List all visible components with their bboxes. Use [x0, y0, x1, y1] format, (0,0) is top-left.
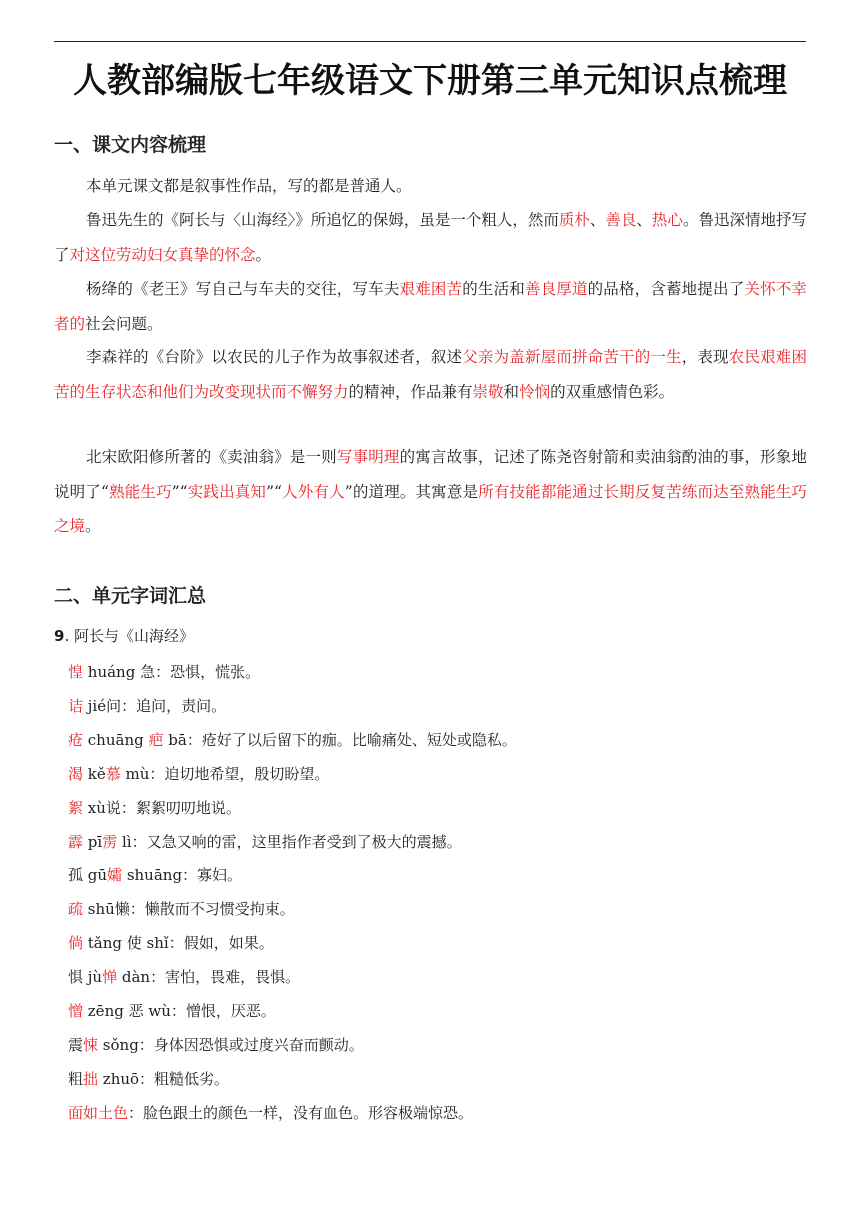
- text-run: sǒng：身体因恐惧或过度兴奋而颤动。: [98, 1035, 364, 1054]
- text-run: ”“: [171, 482, 188, 501]
- lesson-number: 9: [54, 627, 65, 645]
- highlighted-text: 渴: [68, 764, 84, 783]
- highlighted-text: 雳: [102, 832, 118, 851]
- highlighted-text: 憎: [68, 1002, 84, 1021]
- text-run: 。: [255, 245, 272, 264]
- text-run: 社会问题。: [85, 314, 163, 333]
- text-run: ：脸色跟土的颜色一样，没有血色。形容极端惊恐。: [128, 1103, 474, 1122]
- section-heading-content-review: 一、课文内容梳理: [54, 134, 207, 156]
- paragraph-oil-seller: [54, 440, 807, 544]
- highlighted-text: 质朴: [558, 211, 590, 229]
- lesson-title: . 阿长与《山海经》: [64, 627, 194, 645]
- vocabulary-list: [68, 656, 517, 1131]
- text-run: jié问：追问，责问。: [83, 696, 227, 715]
- highlighted-text: 父亲为盖新屋而拼命苦干的一生: [462, 348, 682, 366]
- highlighted-text: 写事明理: [336, 448, 400, 466]
- highlighted-text: 疤: [148, 730, 164, 749]
- paragraph-lao-wang: [54, 272, 807, 341]
- highlighted-text: 关怀不幸者的: [54, 280, 807, 333]
- vocab-item: [68, 961, 517, 995]
- text-run: zhuō：粗糙低劣。: [98, 1069, 230, 1088]
- text-run: 的精神，作品兼有: [348, 382, 473, 401]
- vocab-item: [68, 758, 517, 792]
- highlighted-text: 所有技能都能通过长期反复苦练而达至熟能生巧之境: [54, 482, 807, 535]
- highlighted-text: 艰难困苦: [399, 280, 463, 298]
- text-run: 粗: [68, 1069, 84, 1088]
- text-run: dàn：害怕，畏难，畏惧。: [117, 968, 301, 987]
- text-run: 李森祥的《台阶》以农民的儿子作为故事叙述者，叙述: [86, 348, 463, 366]
- highlighted-text: 慕: [105, 764, 121, 783]
- vocab-item: [68, 656, 517, 690]
- highlighted-text: 絮: [68, 798, 84, 817]
- highlighted-text: 善良: [605, 211, 637, 229]
- vocab-item: [68, 859, 517, 893]
- vocab-item: [68, 724, 517, 758]
- lesson-heading: [54, 622, 194, 650]
- text-run: 的品格，含蓄地提出了: [587, 280, 745, 298]
- text-run: bā：疮好了以后留下的痂。比喻痛处、短处或隐私。: [163, 730, 517, 749]
- highlighted-text: 面如土色: [68, 1103, 129, 1122]
- text-run: 孤 gū: [68, 866, 108, 885]
- highlighted-text: 惮: [102, 968, 118, 987]
- section-heading-vocabulary: 二、单元字词汇总: [54, 585, 207, 607]
- highlighted-text: 疮: [68, 730, 84, 749]
- top-rule: [54, 41, 806, 42]
- highlighted-text: 霹: [68, 832, 84, 851]
- text-run: 的寓言故事，记述了陈尧咨射箭和卖油翁酌油的事，形象地说明了“: [54, 448, 807, 501]
- text-run: ”的道理。其寓意是: [344, 482, 479, 501]
- highlighted-text: 实践出真知: [187, 482, 267, 501]
- text-run: 。: [85, 517, 101, 535]
- page-title: 人教部编版七年级语文下册第三单元知识点梳理: [73, 61, 787, 101]
- text-run: 的生活和: [462, 280, 525, 298]
- text-run: 、: [589, 211, 606, 229]
- text-run: ，表现: [681, 348, 729, 366]
- vocab-item: [68, 1029, 517, 1063]
- highlighted-text: 热心: [651, 211, 683, 229]
- highlighted-text: 对这位劳动妇女真挚的怀念: [69, 245, 256, 264]
- highlighted-text: 疏: [68, 900, 84, 919]
- text-run: pī: [83, 832, 103, 851]
- highlighted-text: 怜悯: [519, 382, 551, 401]
- vocab-item: [68, 927, 517, 961]
- text-run: 。鲁迅深情地抒写了: [54, 211, 807, 264]
- highlighted-text: 拙: [83, 1069, 99, 1088]
- text-run: xù说：絮絮叨叨地说。: [83, 798, 241, 817]
- highlighted-text: 农民艰难困苦的生存状态和他们为改变现状而不懈努力: [54, 348, 807, 401]
- text-run: shuāng：寡妇。: [122, 866, 243, 885]
- text-run: 惧 jù: [68, 968, 103, 987]
- highlighted-text: 诘: [68, 696, 84, 715]
- text-run: lì：又急又响的雷，这里指作者受到了极大的震撼。: [117, 832, 462, 851]
- paragraph-tai-jie: [54, 340, 807, 409]
- text-run: mù：迫切地希望，殷切盼望。: [120, 764, 330, 783]
- text-run: 和: [503, 382, 520, 401]
- highlighted-text: 崇敬: [472, 382, 504, 401]
- highlighted-text: 人外有人: [281, 482, 345, 501]
- vocab-item: [68, 792, 517, 826]
- highlighted-text: 孀: [107, 866, 123, 885]
- text-run: 的双重感情色彩。: [550, 382, 675, 401]
- text-run: ”“: [266, 482, 282, 501]
- text-run: 北宋欧阳修所著的《卖油翁》是一则: [86, 448, 337, 466]
- text-run: 杨绛的《老王》写自己与车夫的交往，写车夫: [86, 280, 400, 298]
- text-run: chuāng: [83, 730, 149, 749]
- paragraph-intro: [54, 169, 807, 204]
- text-run: zēng 恶 wù：憎恨，厌恶。: [83, 1002, 276, 1021]
- text-run: 、: [636, 211, 652, 229]
- highlighted-text: 倘: [68, 934, 84, 953]
- vocab-item: [68, 1063, 517, 1097]
- vocab-item: [68, 995, 517, 1029]
- vocab-item: [68, 826, 517, 860]
- text-run: huáng 急：恐惧，慌张。: [83, 663, 261, 681]
- text-run: 本单元课文都是叙事性作品，写的都是普通人。: [86, 177, 412, 195]
- highlighted-text: 熟能生巧: [108, 482, 172, 501]
- vocab-item: [68, 1097, 517, 1131]
- vocab-item: [68, 893, 517, 927]
- text-run: shū懒：懒散而不习惯受拘束。: [83, 900, 295, 919]
- text-run: 鲁迅先生的《阿长与〈山海经〉》所追忆的保姆，虽是一个粗人，然而: [86, 211, 559, 229]
- highlighted-text: 悚: [83, 1035, 99, 1054]
- highlighted-text: 善良厚道: [524, 280, 588, 298]
- text-run: 震: [68, 1035, 84, 1054]
- text-run: kě: [83, 764, 106, 783]
- vocab-item: [68, 690, 517, 724]
- text-run: tǎng 使 shǐ：假如，如果。: [83, 934, 274, 953]
- highlighted-text: 惶: [68, 663, 84, 681]
- paragraph-ah-chang: [54, 203, 807, 272]
